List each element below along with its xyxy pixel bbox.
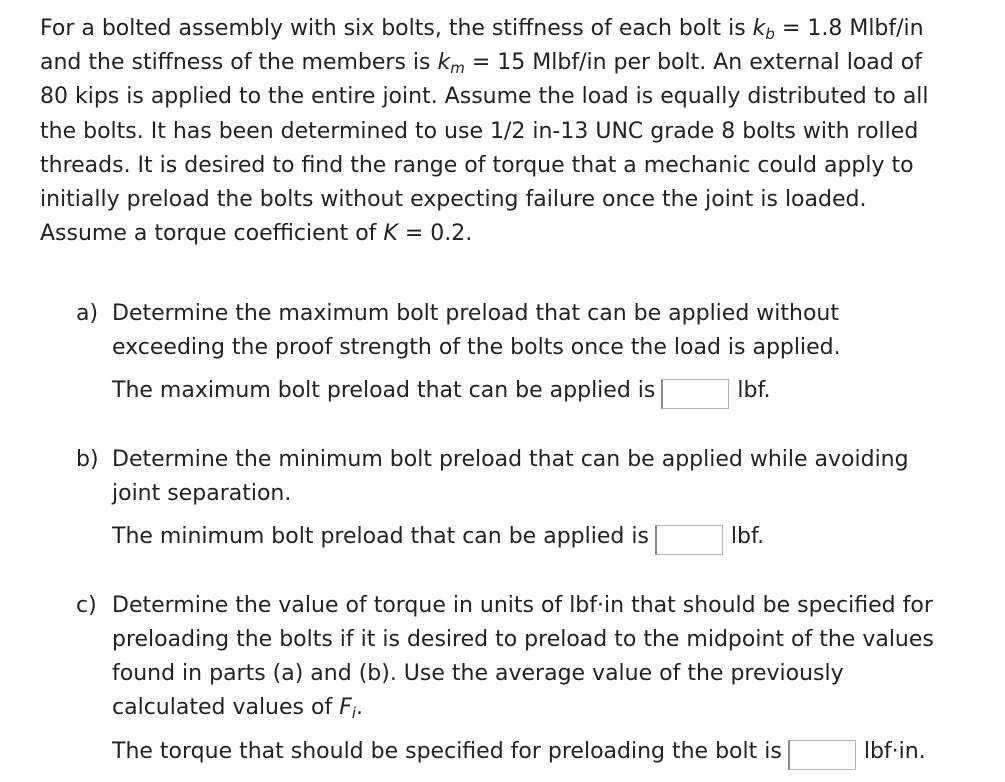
problem-line-6: initially preload the bolts without expecting failure once the joint is loaded.	[40, 187, 867, 213]
max-preload-input[interactable]	[661, 379, 729, 409]
problem-line-4: the bolts. It has been determined to use 1/2 in-13 UNC grade 8 bolts with rolled	[40, 118, 919, 144]
problem-line-3: 80 kips is applied to the entire joint. Assume the load is equally distributed to all	[40, 84, 929, 110]
part-b-answer-row: The minimum bolt preload that can be applied is lbf.	[112, 520, 764, 555]
part-a-question: a) Determine the maximum bolt preload that can be applied without exceeding the proof strength of the bolts once the load is applied.	[76, 297, 976, 365]
part-c-label: c)	[76, 593, 97, 618]
part-c-question: c) Determine the value of torque in units of lbf·in that should be specified for preloading the bolts if it is desired to preload to the midpoint of the values found in parts (a) and (b). Use the average value of the previously calculated values of $F_i$.	[76, 589, 986, 725]
problem-line-2: and the stiffness of the members is $k_m = 15$ Mlbf/in per bolt. An external load of	[40, 50, 922, 78]
torque-coefficient-symbol: K	[383, 221, 398, 247]
problem-line-5: threads. It is desired to find the range of torque that a mechanic could apply to	[40, 152, 914, 178]
kb-symbol: k	[752, 16, 766, 41]
part-b-label: b)	[76, 447, 99, 472]
part-a-answer-row: The maximum bolt preload that can be applied is lbf.	[112, 374, 771, 409]
part-b-unit: lbf.	[730, 524, 765, 549]
problem-line-7: Assume a torque coefficient of K = 0.2.	[40, 221, 473, 247]
min-preload-input[interactable]	[655, 525, 723, 555]
part-c-answer-row: The torque that should be specified for preloading the bolt is lbf·in.	[112, 735, 926, 770]
part-c-unit: lbf·in.	[863, 739, 926, 764]
torque-input[interactable]	[788, 740, 856, 770]
fi-symbol: F	[339, 695, 352, 720]
part-b-question: b) Determine the minimum bolt preload that can be applied while avoiding joint separation.	[76, 443, 976, 511]
km-symbol: k	[437, 50, 451, 76]
problem-line-1: For a bolted assembly with six bolts, the stiffness of each bolt is $k_b = 1.8$ Mlbf/in	[40, 16, 924, 43]
part-a-label: a)	[76, 301, 99, 326]
part-a-unit: lbf.	[737, 378, 771, 403]
problem-statement	[40, 12, 970, 251]
